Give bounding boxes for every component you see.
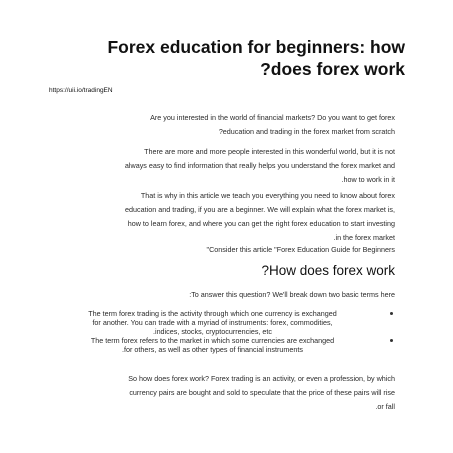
definition-list bbox=[50, 309, 395, 354]
how-forex-works-line: currency pairs are bought and sold to speculate that the price of these pairs will rise bbox=[129, 388, 395, 397]
list-item-line: for another. You can trade with a myriad of instruments: forex, commodities, bbox=[92, 318, 333, 327]
section-intro: :To answer this question? We'll break down two basic terms here bbox=[189, 290, 395, 299]
interest-paragraph-line: .how to work in it bbox=[341, 175, 395, 184]
how-forex-works-line: So how does forex work? Forex trading is an activity, or even a profession, by which bbox=[128, 374, 395, 383]
list-item-line: .for others, as well as other types of financial instruments bbox=[122, 345, 303, 354]
source-link[interactable]: https://uii.io/tradingEN bbox=[49, 87, 113, 94]
list-item bbox=[50, 336, 395, 354]
purpose-paragraph-line: how to learn forex, and where you can get the right forex education to start investing bbox=[127, 219, 395, 228]
bullet-dot-icon bbox=[390, 312, 393, 315]
purpose-paragraph-line: education and trading, if you are a beginner. We will explain what the forex market is, bbox=[125, 205, 395, 214]
bullet-dot-icon bbox=[390, 339, 393, 342]
interest-paragraph-line: There are more and more people interested in this wonderful world, but it is not bbox=[144, 147, 395, 156]
quote-line: "Consider this article "Forex Education Guide for Beginners bbox=[206, 245, 395, 254]
interest-paragraph-line: always easy to find information that really helps you understand the forex market and bbox=[124, 161, 395, 170]
intro-paragraph-line: ?education and trading in the forex market from scratch bbox=[218, 127, 395, 136]
how-forex-works-paragraph bbox=[45, 372, 395, 414]
purpose-paragraph-line: .in the forex market bbox=[333, 233, 395, 242]
intro-paragraph bbox=[45, 111, 395, 139]
title-line-2: ?does forex work bbox=[260, 59, 405, 79]
article-title bbox=[25, 36, 405, 80]
how-forex-works-line: .or fall bbox=[375, 402, 395, 411]
list-item-line: The term forex trading is the activity through which one currency is exchanged bbox=[88, 309, 337, 318]
intro-paragraph-line: Are you interested in the world of financial markets? Do you want to get forex bbox=[150, 113, 395, 122]
interest-paragraph bbox=[45, 145, 395, 187]
purpose-paragraph-line: That is why in this article we teach you everything you need to know about forex bbox=[140, 191, 395, 200]
title-line-1: Forex education for beginners: how bbox=[107, 37, 405, 57]
list-item-line: The term forex refers to the market in which some currencies are exchanged bbox=[90, 336, 335, 345]
list-item-line: .indices, stocks, cryptocurrencies, etc bbox=[152, 327, 273, 336]
list-item bbox=[50, 309, 395, 336]
section-heading: ?How does forex work bbox=[261, 263, 395, 278]
purpose-paragraph bbox=[45, 189, 395, 245]
